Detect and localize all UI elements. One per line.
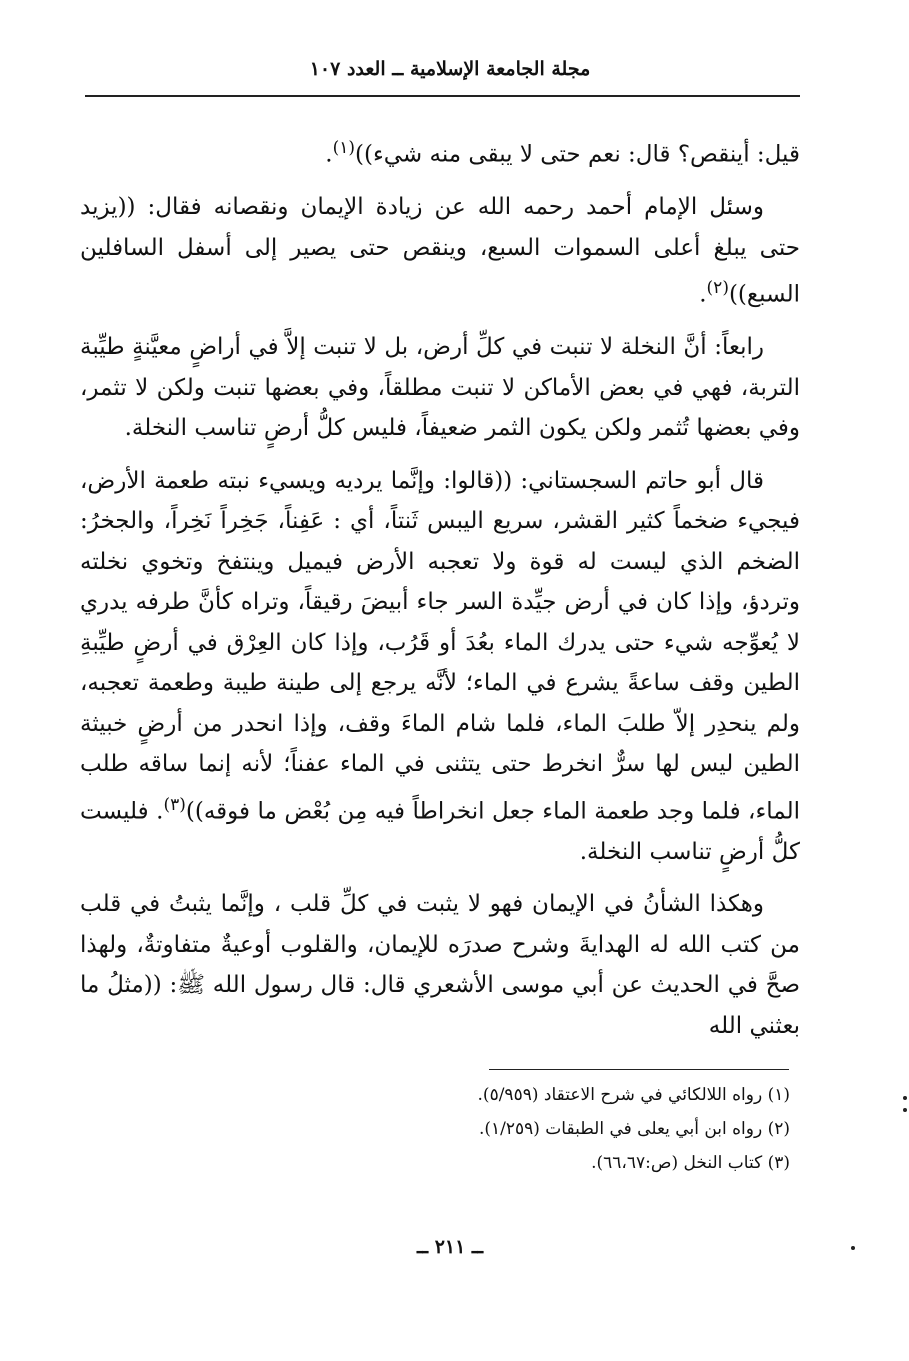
footnote-2: (٢) رواه ابن أبي يعلى في الطبقات (١/٢٥٩). — [478, 1119, 790, 1139]
paragraph-text: وهكذا الشأنُ في الإيمان فهو لا يثبت في كلِّ قلب ، وإنَّما يثبتُ في قلب من كتب الله له الهدايةَ وشرح صدرَه للإيمان، والقلوب أوعيةٌ متفاوتةٌ، ولهذا صحَّ في الحديث عن أبي موسى الأشعري قال: قال رسول الله ﷺ: ((مثلُ ما بعثني الله — [80, 891, 800, 1039]
footnotes — [300, 1078, 790, 1180]
paragraph-text: رابعاً: أنَّ النخلة لا تنبت في كلِّ أرض، بل لا تنبت إلاَّ في أراضٍ معيَّنةٍ طيِّبة التربة، فهي في بعض الأماكن لا تنبت مطلقاً، وفي بعضها تنبت ولكن لا تثمر، وفي بعضها تُثمر ولكن يكون الثمر ضعيفاً، فليس كلُّ أرضٍ تناسب النخلة. — [80, 334, 800, 442]
footnote-ref-3: (٣) — [163, 794, 186, 815]
paragraph-4 — [80, 461, 800, 873]
paragraph-2 — [80, 187, 800, 315]
body-text — [80, 128, 800, 1058]
page-number: ــ ٢١١ ــ — [416, 1236, 484, 1258]
footnote-rule — [489, 1069, 789, 1070]
paragraph-text: وسئل الإمام أحمد رحمه الله عن زيادة الإيمان ونقصانه فقال: ((يزيد حتى يبلغ أعلى السموات السبع، وينقص حتى يصير إلى أسفل السافلين السبع)) — [80, 194, 800, 308]
scan-speck — [851, 1246, 855, 1250]
footnote-3: (٣) كتاب النخل (ص:٦٦،٦٧). — [591, 1153, 790, 1173]
scan-speck — [903, 1096, 907, 1100]
scan-speck — [903, 1108, 907, 1112]
footnote-ref-2: (٢) — [706, 278, 729, 299]
paragraph-5 — [80, 884, 800, 1046]
footnote-1: (١) رواه اللالكائي في شرح الاعتقاد (٥/٩٥٩). — [477, 1085, 790, 1105]
paragraph-3 — [80, 327, 800, 449]
running-header: مجلة الجامعة الإسلامية ــ العدد ١٠٧ — [309, 58, 591, 80]
paragraph-tail: . — [699, 281, 707, 308]
footnote-ref-1: (١) — [332, 138, 355, 158]
paragraph-text: قال أبو حاتم السجستاني: ((قالوا: وإنَّما يرديه ويسيء نبته طعمة الأرض، فيجيء ضخماً كثير القشر، سريع اليبس ثَنتاً، أي : عَفِناً، جَخِراً نَخِراً، والجخرُ: الضخم الذي ليست له قوة ولا تعجبه الأرض فيميل وينتفخ وتخوي نخلته وتردؤ، وإذا كان في أرض جيِّدة السر جاء أبيضَ رقيقاً، وتراه كأنَّ طرفه يدري لا يُعوِّجه شيء حتى يدرك الماء بعُدَ أو قَرُب، وإذا كان العِرْق في أرضٍ طيِّبةِ الطين وقف ساعةً يشرع في الماء؛ لأنَّه يرجع إلى طينة طيبة وطعمة تعجبه، ولم ينحدِر إلاّ طلبَ الماء، فلما شام الماءَ وقف، وإذا انحدر من أرضٍ خبيثة الطين ليس لها سرٌّ انخرط حتى يتثنى في الماء عفناً؛ لأنه إنما ساقه طلب الماء، فلما وجد طعمة الماء جعل انخراطاً فيه مِن بُعْض ما فوقه)) — [80, 467, 800, 825]
header-rule — [85, 95, 800, 97]
paragraph-tail: . — [325, 141, 333, 168]
paragraph-tail: . فليست كلُّ أرضٍ تناسب النخلة. — [80, 798, 800, 865]
paragraph-text: قيل: أينقص؟ قال: نعم حتى لا يبقى منه شيء)) — [355, 141, 800, 168]
paragraph-1 — [80, 128, 800, 175]
